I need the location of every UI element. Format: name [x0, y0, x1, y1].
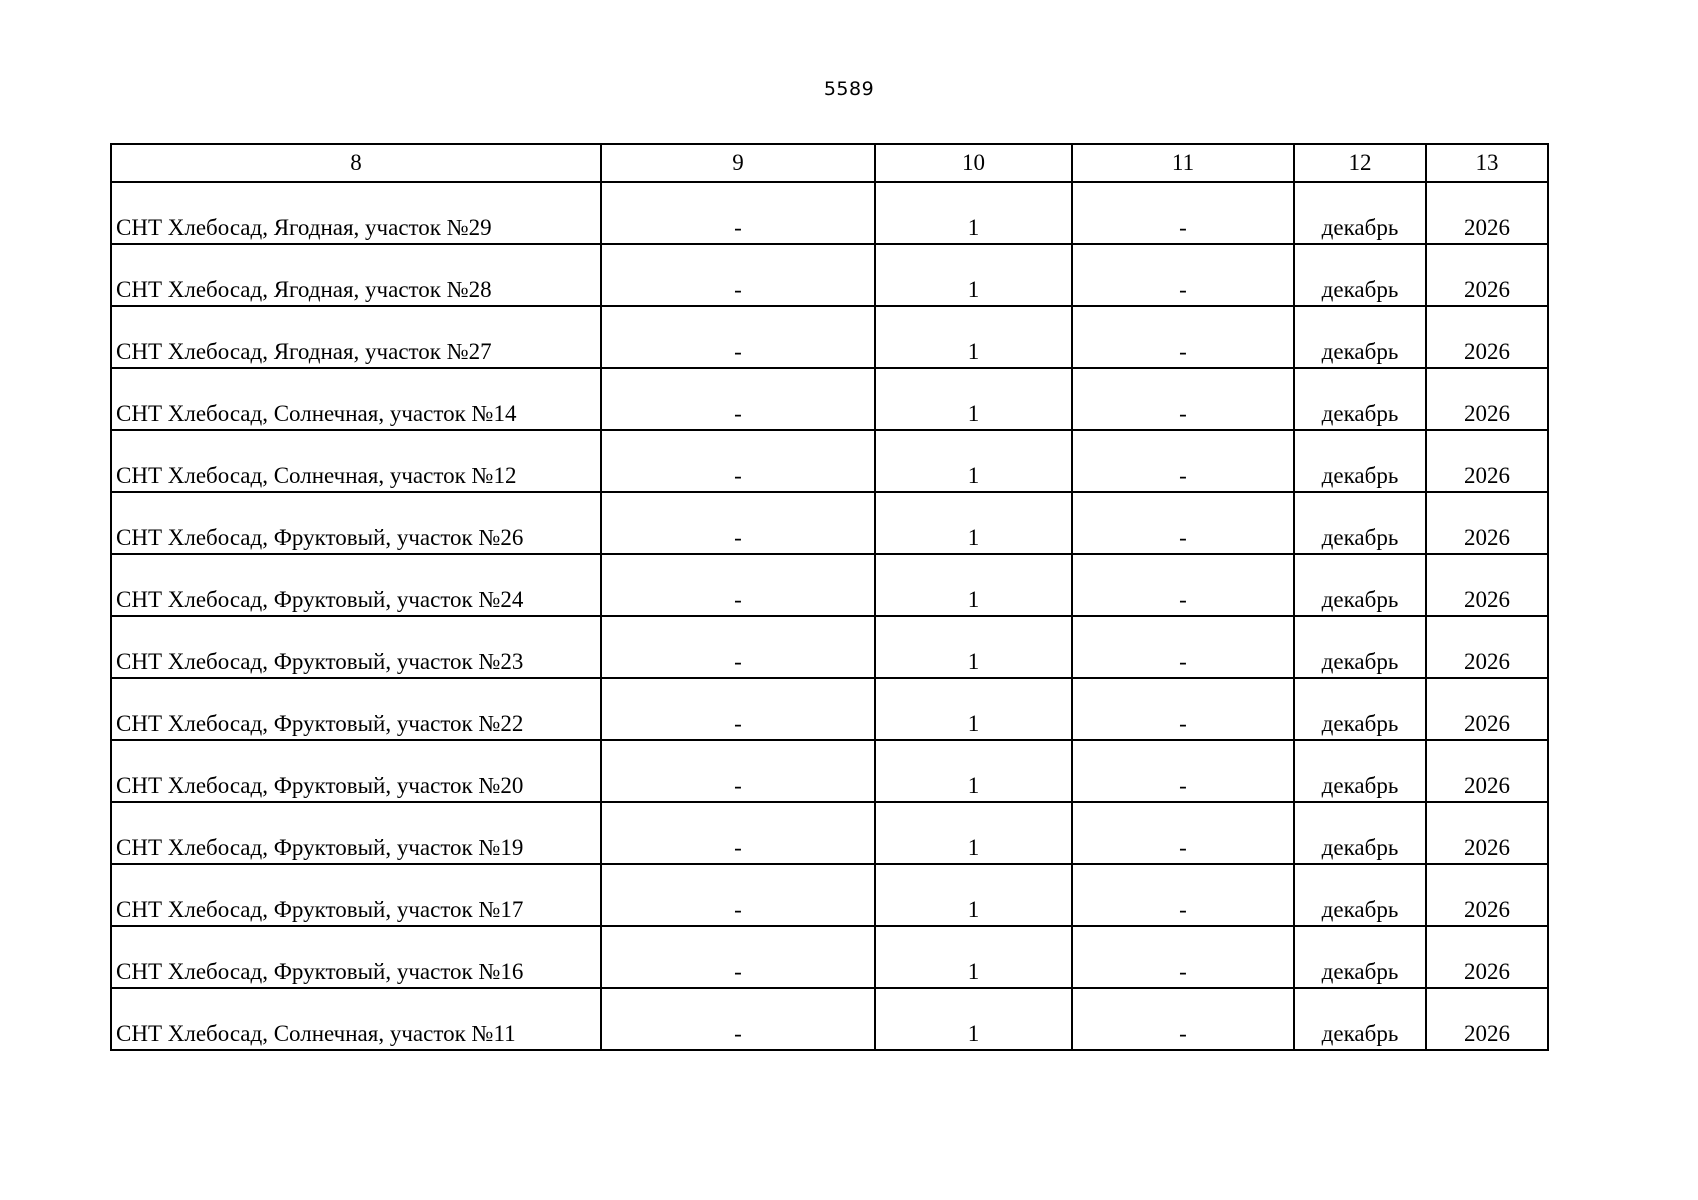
month-cell: декабрь — [1294, 306, 1426, 368]
address-cell: СНТ Хлебосад, Фруктовый, участок №19 — [111, 802, 601, 864]
year-cell: 2026 — [1426, 492, 1548, 554]
table-row — [111, 926, 1548, 988]
column-header-11: 11 — [1072, 144, 1294, 182]
month-cell: декабрь — [1294, 368, 1426, 430]
col11-cell: - — [1072, 182, 1294, 244]
col9-cell: - — [601, 926, 875, 988]
year-cell: 2026 — [1426, 430, 1548, 492]
table-row — [111, 368, 1548, 430]
data-table — [110, 143, 1549, 1051]
column-header-8: 8 — [111, 144, 601, 182]
table-row — [111, 988, 1548, 1050]
col11-cell: - — [1072, 616, 1294, 678]
table-row — [111, 182, 1548, 244]
month-cell: декабрь — [1294, 554, 1426, 616]
col11-cell: - — [1072, 492, 1294, 554]
month-cell: декабрь — [1294, 988, 1426, 1050]
address-cell: СНТ Хлебосад, Фруктовый, участок №17 — [111, 864, 601, 926]
address-cell: СНТ Хлебосад, Ягодная, участок №29 — [111, 182, 601, 244]
col9-cell: - — [601, 616, 875, 678]
table-row — [111, 554, 1548, 616]
year-cell: 2026 — [1426, 988, 1548, 1050]
col9-cell: - — [601, 492, 875, 554]
col11-cell: - — [1072, 802, 1294, 864]
year-cell: 2026 — [1426, 554, 1548, 616]
table-row — [111, 430, 1548, 492]
address-cell: СНТ Хлебосад, Фруктовый, участок №16 — [111, 926, 601, 988]
year-cell: 2026 — [1426, 926, 1548, 988]
column-header-9: 9 — [601, 144, 875, 182]
table-row — [111, 616, 1548, 678]
address-cell: СНТ Хлебосад, Ягодная, участок №27 — [111, 306, 601, 368]
col11-cell: - — [1072, 306, 1294, 368]
month-cell: декабрь — [1294, 430, 1426, 492]
col10-cell: 1 — [875, 740, 1072, 802]
col11-cell: - — [1072, 988, 1294, 1050]
month-cell: декабрь — [1294, 678, 1426, 740]
col9-cell: - — [601, 430, 875, 492]
page-number: 5589 — [823, 78, 875, 100]
col11-cell: - — [1072, 678, 1294, 740]
col10-cell: 1 — [875, 864, 1072, 926]
month-cell: декабрь — [1294, 864, 1426, 926]
col10-cell: 1 — [875, 926, 1072, 988]
col10-cell: 1 — [875, 244, 1072, 306]
month-cell: декабрь — [1294, 802, 1426, 864]
address-cell: СНТ Хлебосад, Фруктовый, участок №23 — [111, 616, 601, 678]
column-header-10: 10 — [875, 144, 1072, 182]
table-row — [111, 864, 1548, 926]
table-row — [111, 678, 1548, 740]
col9-cell: - — [601, 678, 875, 740]
col11-cell: - — [1072, 554, 1294, 616]
table-row — [111, 740, 1548, 802]
year-cell: 2026 — [1426, 244, 1548, 306]
table-row — [111, 244, 1548, 306]
col9-cell: - — [601, 306, 875, 368]
col9-cell: - — [601, 554, 875, 616]
col10-cell: 1 — [875, 678, 1072, 740]
year-cell: 2026 — [1426, 740, 1548, 802]
year-cell: 2026 — [1426, 182, 1548, 244]
col10-cell: 1 — [875, 368, 1072, 430]
month-cell: декабрь — [1294, 740, 1426, 802]
col11-cell: - — [1072, 430, 1294, 492]
address-cell: СНТ Хлебосад, Солнечная, участок №12 — [111, 430, 601, 492]
address-cell: СНТ Хлебосад, Солнечная, участок №14 — [111, 368, 601, 430]
address-cell: СНТ Хлебосад, Фруктовый, участок №22 — [111, 678, 601, 740]
table-header-row — [111, 144, 1548, 182]
address-cell: СНТ Хлебосад, Фруктовый, участок №20 — [111, 740, 601, 802]
year-cell: 2026 — [1426, 306, 1548, 368]
month-cell: декабрь — [1294, 244, 1426, 306]
col9-cell: - — [601, 740, 875, 802]
col11-cell: - — [1072, 926, 1294, 988]
address-cell: СНТ Хлебосад, Фруктовый, участок №24 — [111, 554, 601, 616]
col11-cell: - — [1072, 244, 1294, 306]
col9-cell: - — [601, 244, 875, 306]
col10-cell: 1 — [875, 306, 1072, 368]
month-cell: декабрь — [1294, 492, 1426, 554]
col9-cell: - — [601, 368, 875, 430]
col10-cell: 1 — [875, 616, 1072, 678]
month-cell: декабрь — [1294, 616, 1426, 678]
year-cell: 2026 — [1426, 802, 1548, 864]
table-row — [111, 802, 1548, 864]
month-cell: декабрь — [1294, 182, 1426, 244]
year-cell: 2026 — [1426, 368, 1548, 430]
month-cell: декабрь — [1294, 926, 1426, 988]
year-cell: 2026 — [1426, 678, 1548, 740]
col10-cell: 1 — [875, 802, 1072, 864]
col11-cell: - — [1072, 368, 1294, 430]
col9-cell: - — [601, 988, 875, 1050]
col11-cell: - — [1072, 864, 1294, 926]
year-cell: 2026 — [1426, 616, 1548, 678]
column-header-13: 13 — [1426, 144, 1548, 182]
col10-cell: 1 — [875, 492, 1072, 554]
col9-cell: - — [601, 864, 875, 926]
table-row — [111, 492, 1548, 554]
col10-cell: 1 — [875, 554, 1072, 616]
col10-cell: 1 — [875, 988, 1072, 1050]
col11-cell: - — [1072, 740, 1294, 802]
address-cell: СНТ Хлебосад, Солнечная, участок №11 — [111, 988, 601, 1050]
table-body — [111, 182, 1548, 1050]
column-header-12: 12 — [1294, 144, 1426, 182]
col10-cell: 1 — [875, 182, 1072, 244]
col9-cell: - — [601, 802, 875, 864]
year-cell: 2026 — [1426, 864, 1548, 926]
address-cell: СНТ Хлебосад, Ягодная, участок №28 — [111, 244, 601, 306]
table-row — [111, 306, 1548, 368]
address-cell: СНТ Хлебосад, Фруктовый, участок №26 — [111, 492, 601, 554]
col10-cell: 1 — [875, 430, 1072, 492]
col9-cell: - — [601, 182, 875, 244]
